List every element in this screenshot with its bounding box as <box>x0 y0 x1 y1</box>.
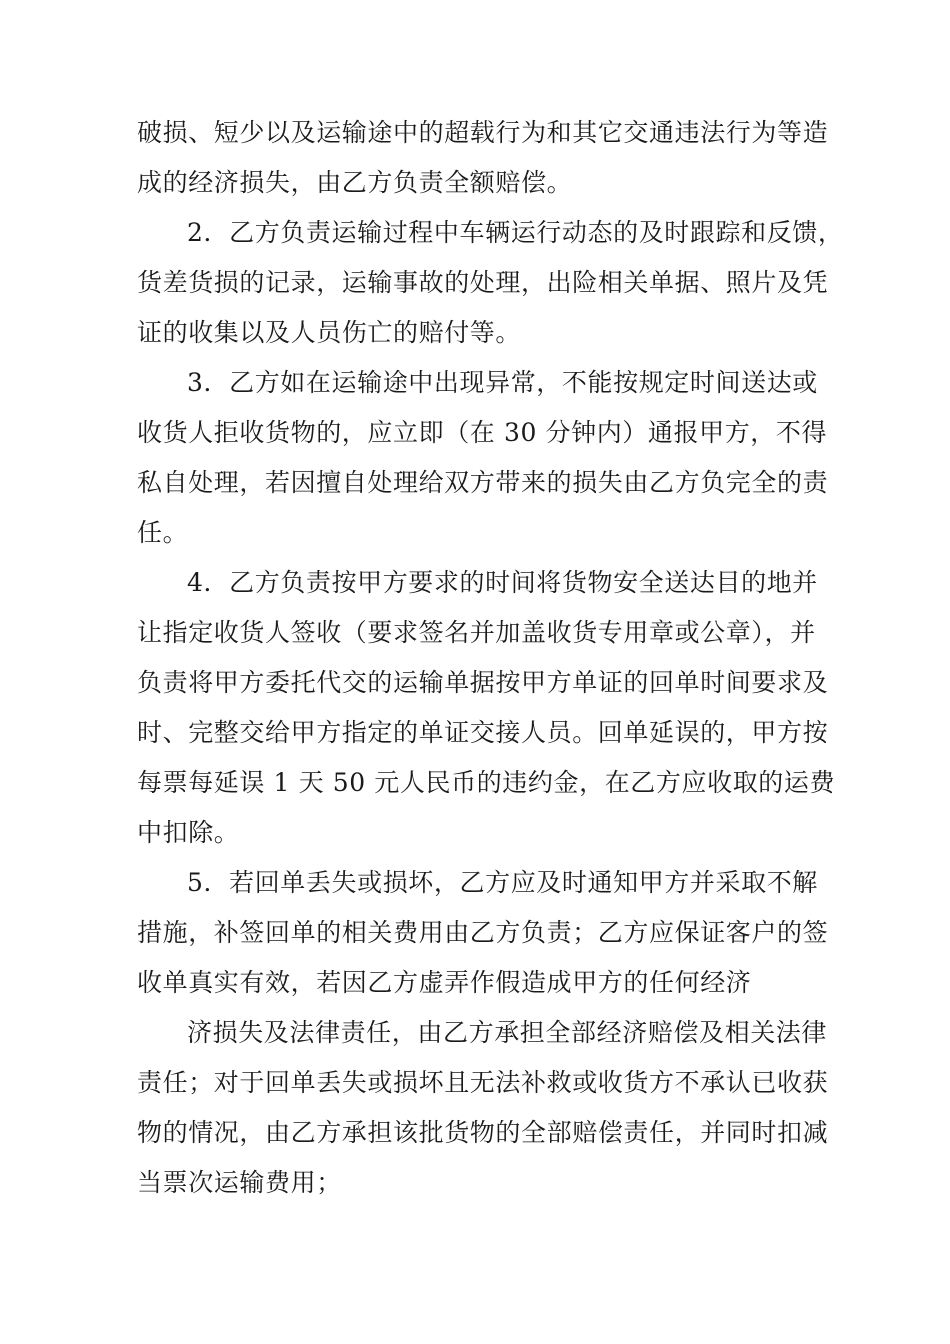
paragraph-2-start: 2．乙方负责运输过程中车辆运行动态的及时跟踪和反馈， <box>187 218 844 247</box>
text-line: 收货人拒收货物的，应立即（在 30 分钟内）通报甲方，不得 <box>137 418 828 447</box>
text-line: 任。 <box>137 518 189 547</box>
text-line: 私自处理，若因擅自处理给双方带来的损失由乙方负完全的责 <box>137 468 829 497</box>
text-line: 成的经济损失，由乙方负责全额赔偿。 <box>137 168 573 197</box>
text-line: 货差货损的记录，运输事故的处理，出险相关单据、照片及凭 <box>137 268 829 297</box>
text-line: 让指定收货人签收（要求签名并加盖收货专用章或公章），并 <box>137 618 816 647</box>
text-line: 中扣除。 <box>137 818 240 847</box>
text-line: 责任；对于回单丢失或损坏且无法补救或收货方不承认已收获 <box>137 1068 829 1097</box>
text-line: 证的收集以及人员伤亡的赔付等。 <box>137 318 522 347</box>
text-line: 收单真实有效，若因乙方虚弄作假造成甲方的任何经济 <box>137 968 752 997</box>
paragraph-continuation-start: 济损失及法律责任，由乙方承担全部经济赔偿及相关法律 <box>187 1018 828 1047</box>
text-line: 负责将甲方委托代交的运输单据按甲方单证的回单时间要求及 <box>137 668 829 697</box>
paragraph-3-start: 3．乙方如在运输途中出现异常，不能按规定时间送达或 <box>187 368 818 397</box>
paragraph-5-start: 5．若回单丢失或损坏，乙方应及时通知甲方并采取不解 <box>187 868 818 897</box>
text-line: 物的情况，由乙方承担该批货物的全部赔偿责任，并同时扣减 <box>137 1118 829 1147</box>
text-line: 每票每延误 1 天 50 元人民币的违约金，在乙方应收取的运费 <box>137 768 836 797</box>
paragraph-4-start: 4．乙方负责按甲方要求的时间将货物安全送达目的地并 <box>187 568 818 597</box>
text-line: 措施，补签回单的相关费用由乙方负责；乙方应保证客户的签 <box>137 918 829 947</box>
text-line: 时、完整交给甲方指定的单证交接人员。回单延误的，甲方按 <box>137 718 829 747</box>
text-line: 破损、短少以及运输途中的超载行为和其它交通违法行为等造 <box>137 118 829 147</box>
text-line: 当票次运输费用； <box>137 1168 342 1197</box>
